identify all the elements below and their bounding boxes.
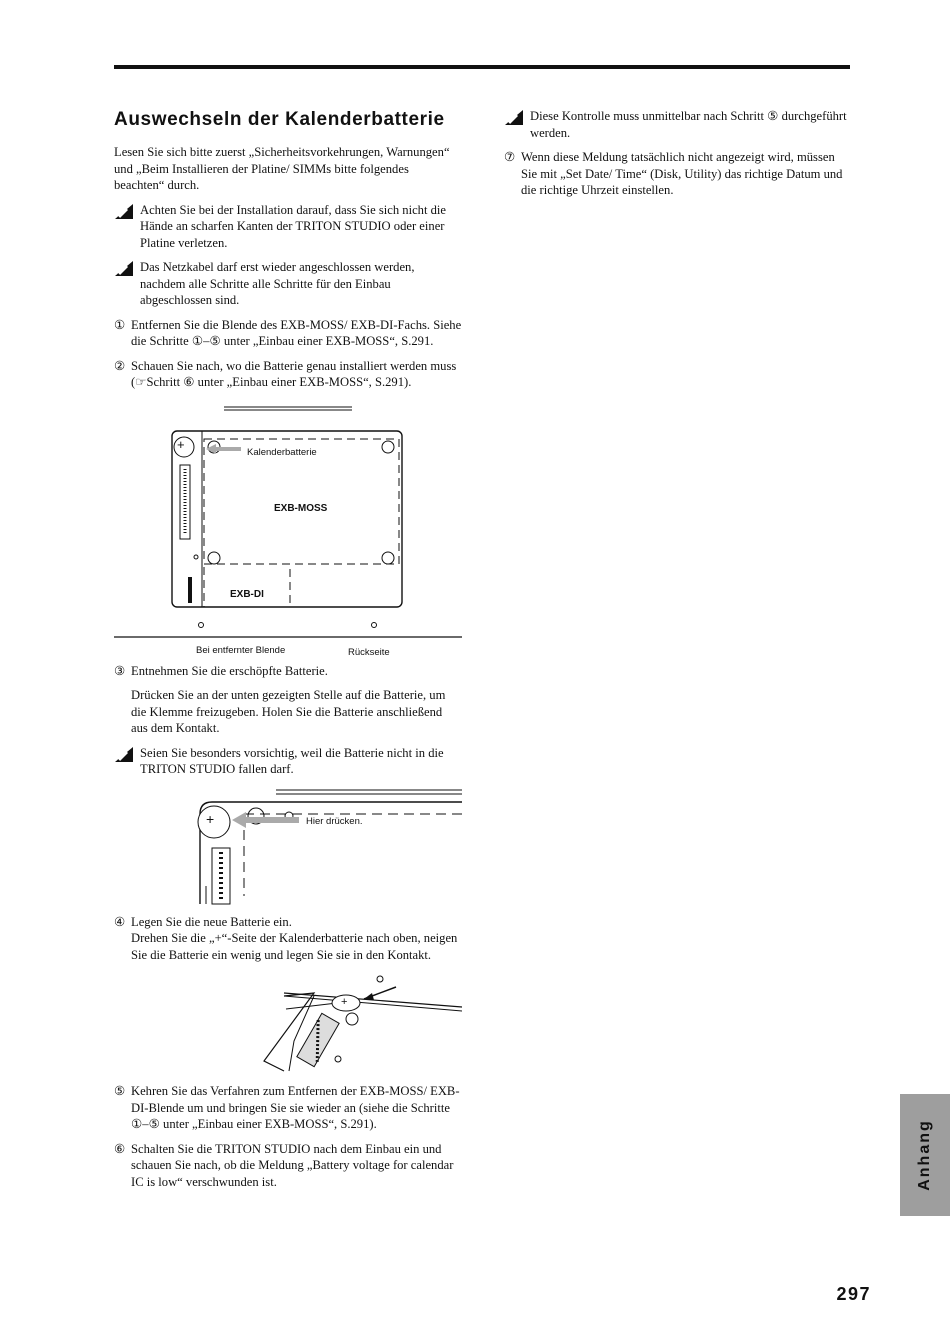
appendix-tab-label: Anhang [916, 1119, 933, 1191]
plus-sign: + [341, 996, 348, 1008]
pencil-note-icon [114, 260, 134, 277]
step-3-detail: Drücken Sie an der unten gezeigten Stelle auf die Batterie, um die Klemme freizugeben. Holen Sie die Batterie anschließend aus dem Kontakt. [131, 688, 446, 735]
note-check: Diese Kontrolle muss unmittelbar nach Schritt ⑤ durchgeführt werden. [504, 108, 850, 141]
step-3: ③ Entnehmen Sie die erschöpfte Batterie. [114, 663, 328, 678]
note-battery-fall: Seien Sie besonders vorsichtig, weil die Batterie nicht in die TRITON STUDIO fallen darf. [114, 745, 462, 778]
section-title: Auswechseln der Kalenderbatterie [114, 109, 445, 130]
intro-paragraph: Lesen Sie sich bitte zuerst „Sicherheitsvorkehrungen, Warnungen“ und „Beim Installieren der Platine/ SIMMs bitte folgendes beachten“ durch. [114, 145, 450, 192]
step-1: ① Entfernen Sie die Blende des EXB-MOSS/ EXB-DI-Fachs. Siehe die Schritte ①–⑤ unter „Einbau einer EXB-MOSS“, S.291. [114, 317, 462, 348]
step-2: ② Schauen Sie nach, wo die Batterie genau installiert werden muss (☞Schritt ⑥ unter „Einbau einer EXB-MOSS“, S.291). [114, 358, 457, 389]
label-press-here: Hier drücken. [306, 815, 363, 827]
pencil-note-icon [504, 109, 524, 126]
left-column [114, 108, 462, 1198]
label-exb-moss: EXB-MOSS [274, 502, 328, 514]
note-hands: Achten Sie bei der Installation darauf, dass Sie sich nicht die Hände an scharfen Kanten der TRITON STUDIO oder einer Platine verletzen. [114, 202, 462, 252]
step-4-detail: Drehen Sie die „+“-Seite der Kalenderbatterie nach oben, neigen Sie die Batterie ein wenig und legen Sie sie in den Kontakt. [131, 931, 458, 962]
figure-press-battery [114, 786, 462, 906]
top-rule [114, 65, 850, 69]
figure-insert-battery [114, 971, 462, 1073]
plus-sign: + [206, 810, 215, 827]
label-exb-di: EXB-DI [230, 588, 264, 600]
battery-insert-diagram [114, 971, 462, 1073]
step-7: ⑦ Wenn diese Meldung tatsächlich nicht angezeigt wird, müssen Sie mit „Set Date/ Time“ (Disk, Utility) das richtige Datum und die richtige Uhrzeit einstellen. [504, 150, 843, 197]
right-column [504, 108, 850, 207]
pencil-note-icon [114, 746, 134, 763]
battery-press-diagram [114, 786, 462, 906]
step-4: ④ Legen Sie die neue Batterie ein. [114, 914, 292, 929]
plus-sign: + [177, 436, 185, 452]
label-removed-panel: Bei entfernter Blende [196, 644, 286, 656]
step-5: ⑤ Kehren Sie das Verfahren zum Entfernen der EXB-MOSS/ EXB-DI-Blende um und bringen Sie sie wieder an (siehe die Schritte ①–⑤ unter „Einbau einer EXB-MOSS“, S.291). [114, 1084, 460, 1131]
pencil-note-icon [114, 203, 134, 220]
board-diagram [114, 399, 462, 651]
label-rear-side: Rückseite [348, 646, 390, 658]
page-number: 297 [836, 1284, 871, 1304]
appendix-tab [900, 1094, 950, 1216]
note-power: Das Netzkabel darf erst wieder angeschlossen werden, nachdem alle Schritte alle Schritte für den Einbau abgeschlossen sind. [114, 259, 462, 309]
figure-board-overview [114, 399, 462, 658]
step-6: ⑥ Schalten Sie die TRITON STUDIO nach dem Einbau ein und schauen Sie nach, ob die Meldung „Battery voltage for calendar IC is low“ verschwunden ist. [114, 1141, 454, 1189]
label-calendar-battery: Kalenderbatterie [247, 446, 317, 458]
